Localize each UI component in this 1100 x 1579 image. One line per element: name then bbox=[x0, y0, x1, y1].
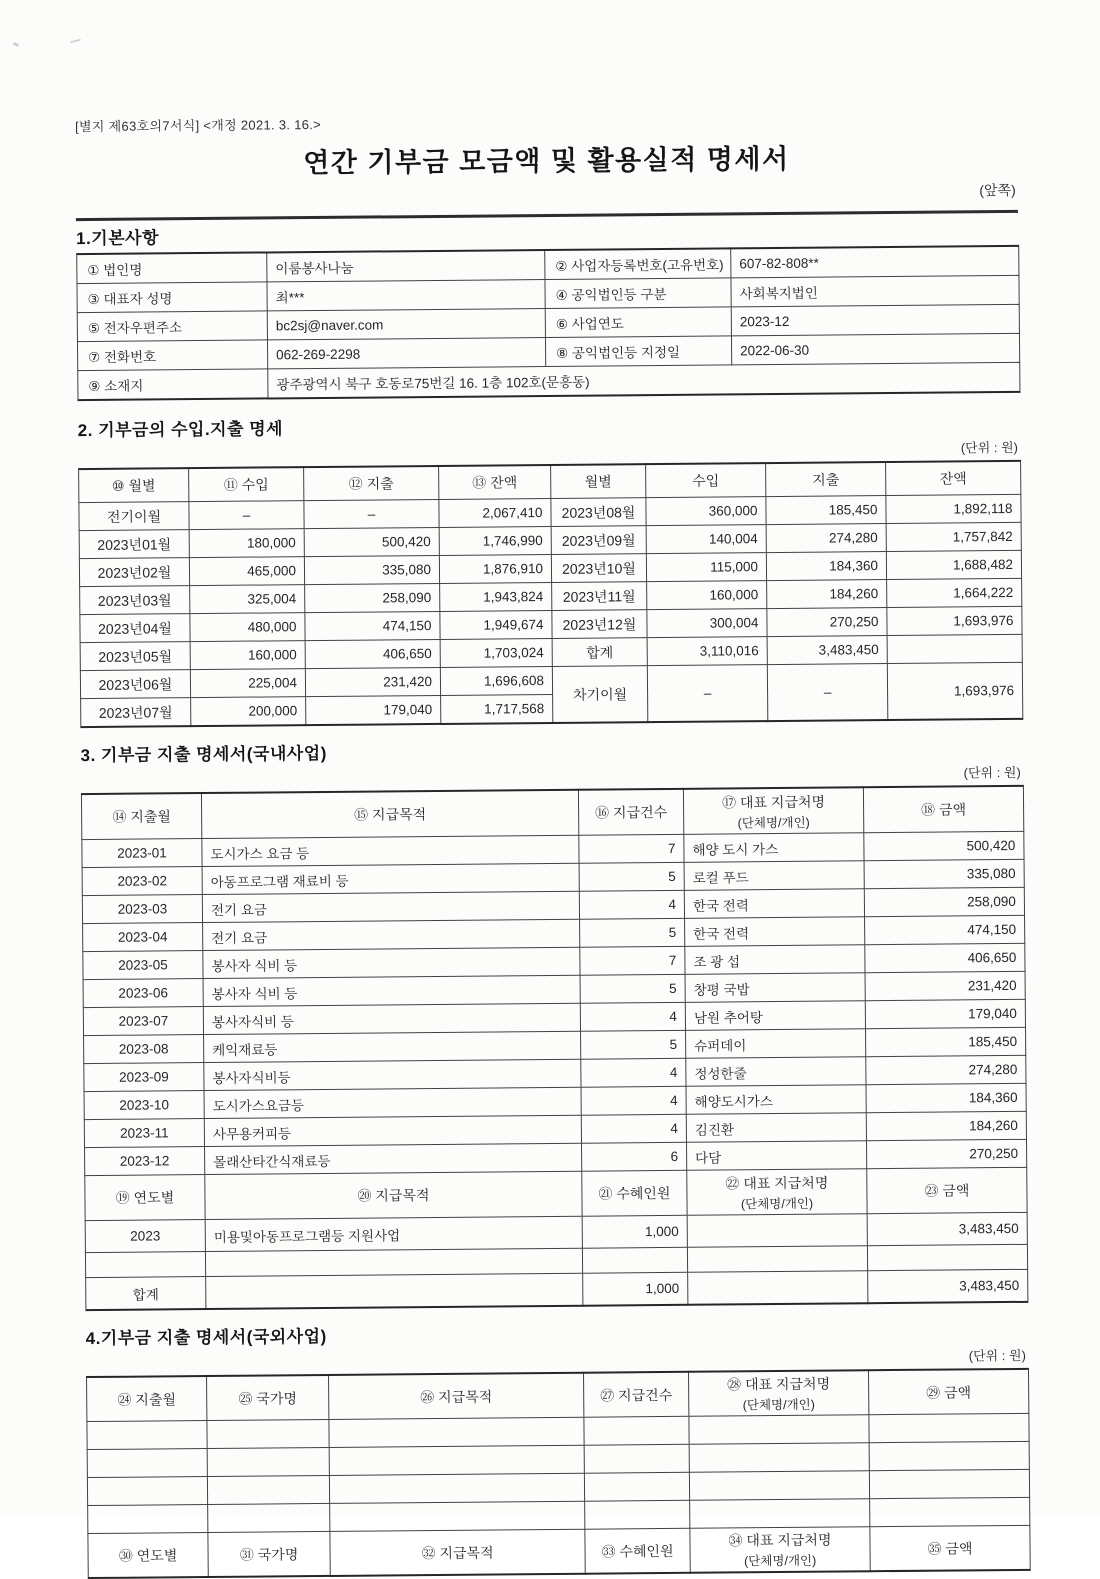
cell-month: 2023년03월 bbox=[80, 586, 190, 615]
cell-count: 4 bbox=[581, 1086, 686, 1115]
field-label: ⑥ 사업연도 bbox=[545, 307, 731, 338]
cell-expense: 179,040 bbox=[306, 695, 441, 725]
cell-balance: 1,949,674 bbox=[440, 610, 552, 639]
empty-cell bbox=[208, 1503, 330, 1532]
empty-cell bbox=[585, 1500, 690, 1529]
cell-purpose bbox=[205, 1248, 582, 1276]
cell-expense-month: 2023-05 bbox=[83, 951, 203, 980]
table-header-row bbox=[81, 786, 1023, 840]
cell-amount: 231,420 bbox=[865, 971, 1025, 1000]
col-header-purpose: ⑳ 지급목적 bbox=[205, 1171, 582, 1219]
cell-count: 4 bbox=[579, 890, 684, 919]
cell-amount: 474,150 bbox=[865, 915, 1025, 944]
empty-cell bbox=[584, 1472, 689, 1501]
empty-cell bbox=[207, 1475, 329, 1504]
cell-count: 5 bbox=[580, 918, 685, 947]
cell-beneficiaries bbox=[582, 1247, 687, 1273]
domestic-expense-table bbox=[81, 785, 1028, 1311]
cell-expense-month: 2023-02 bbox=[82, 867, 202, 896]
cell-month: 전기이월 bbox=[79, 502, 189, 531]
empty-cell bbox=[689, 1443, 869, 1473]
cell-carryover-label: 차기이월 bbox=[552, 666, 647, 723]
cell-balance: 1,757,842 bbox=[886, 522, 1021, 551]
cell-count: 5 bbox=[581, 1030, 686, 1059]
cell-amount: 258,090 bbox=[864, 887, 1024, 916]
cell-income: 180,000 bbox=[189, 529, 304, 558]
cell-expense: 231,420 bbox=[305, 667, 440, 696]
cell-expense: – bbox=[304, 499, 439, 528]
cell-expense-month: 2023-06 bbox=[83, 979, 203, 1008]
empty-cell bbox=[87, 1477, 207, 1506]
cell-purpose: 미용및아동프로그램등 지원사업 bbox=[205, 1216, 582, 1251]
col-header-purpose: ⑮ 지급목적 bbox=[201, 790, 578, 839]
empty-cell bbox=[869, 1469, 1029, 1498]
col-header-payee bbox=[690, 1527, 870, 1573]
col-header-payee bbox=[683, 787, 863, 834]
cell-amount: 274,280 bbox=[866, 1055, 1026, 1084]
cell-purpose: 아동프로그램 재료비 등 bbox=[202, 863, 579, 894]
cell-expense: 335,080 bbox=[304, 555, 439, 584]
cell-payee: 조 광 섭 bbox=[685, 945, 865, 975]
col-header-payee bbox=[687, 1169, 867, 1216]
cell-payee bbox=[688, 1271, 868, 1305]
field-value: 062-269-2298 bbox=[267, 338, 545, 369]
cell-expense: 274,280 bbox=[766, 524, 886, 553]
cell-payee: 김진환 bbox=[686, 1113, 866, 1143]
empty-cell bbox=[689, 1471, 869, 1501]
field-label: ④ 공익법인등 구분 bbox=[545, 278, 731, 309]
monthly-io-table bbox=[78, 460, 1023, 728]
col-header-payee-main: ㉘ 대표 지급처명 bbox=[727, 1375, 831, 1393]
cell-expense: 258,090 bbox=[305, 583, 440, 612]
field-value: 사회복지법인 bbox=[731, 275, 1019, 307]
cell-count: 6 bbox=[582, 1142, 687, 1171]
section-title-domestic-expense: 3. 기부금 지출 명세서(국내사업) bbox=[80, 743, 327, 766]
cell-balance: 1,746,990 bbox=[439, 526, 551, 555]
field-value: 2023-12 bbox=[731, 304, 1019, 336]
field-value: 2022-06-30 bbox=[731, 333, 1019, 365]
col-header-purpose: ㉜ 지급목적 bbox=[330, 1529, 585, 1576]
cell-purpose: 봉사자식비등 bbox=[204, 1059, 581, 1090]
cell-income: 140,004 bbox=[646, 525, 766, 554]
empty-cell bbox=[690, 1499, 870, 1529]
cell-total-income: 3,110,016 bbox=[647, 637, 767, 666]
cell-month: 2023년05월 bbox=[80, 642, 190, 671]
empty-cell bbox=[329, 1417, 584, 1447]
col-header-month: ⑩ 월별 bbox=[79, 468, 189, 502]
col-header-country: ㉛ 국가명 bbox=[208, 1531, 330, 1577]
cell-total-label: 합계 bbox=[552, 638, 647, 667]
cell-expense-month: 2023-01 bbox=[82, 839, 202, 868]
empty-cell bbox=[207, 1419, 329, 1448]
section-title-monthly-io: 2. 기부금의 수입.지출 명세 bbox=[77, 419, 284, 441]
cell-expense-month: 2023-04 bbox=[83, 923, 203, 952]
empty-cell bbox=[870, 1497, 1030, 1526]
col-header-payee-sub: (단체명/개인) bbox=[740, 1196, 814, 1211]
cell-expense-month: 2023-10 bbox=[84, 1091, 204, 1120]
cell-balance: 1,943,824 bbox=[440, 582, 552, 611]
cell-expense: 184,360 bbox=[766, 552, 886, 581]
cell-month: 2023년12월 bbox=[552, 610, 647, 639]
cell-amount: 270,250 bbox=[866, 1139, 1026, 1168]
field-value: 607-82-808** bbox=[731, 246, 1019, 278]
cell-payee: 다담 bbox=[686, 1141, 866, 1171]
field-label: ③ 대표자 성명 bbox=[77, 282, 267, 313]
col-header-count: ⑯ 지급건수 bbox=[578, 789, 683, 835]
field-value: bc2sj@naver.com bbox=[267, 309, 545, 340]
empty-cell bbox=[329, 1473, 584, 1503]
empty-cell bbox=[869, 1413, 1029, 1442]
cell-month: 2023년09월 bbox=[551, 526, 646, 555]
cell-balance: 1,703,024 bbox=[440, 638, 552, 667]
scan-artifact bbox=[70, 39, 81, 44]
cell-purpose: 케익재료등 bbox=[204, 1031, 581, 1062]
col-header-payee-main: ㉒ 대표 지급처명 bbox=[725, 1174, 829, 1191]
col-header-payee-main: ㉞ 대표 지급처명 bbox=[728, 1531, 832, 1549]
field-label: ① 법인명 bbox=[77, 252, 267, 283]
empty-cell bbox=[329, 1445, 584, 1475]
col-header-amount: ㉟ 금액 bbox=[870, 1525, 1030, 1571]
cell-count: 4 bbox=[581, 1114, 686, 1143]
table-row bbox=[86, 1269, 1028, 1310]
cell-beneficiaries: 1,000 bbox=[582, 1215, 687, 1248]
col-header-year: ㉚ 연도별 bbox=[88, 1533, 208, 1579]
empty-cell bbox=[87, 1449, 207, 1478]
document-content bbox=[75, 108, 1030, 1579]
field-label: ⑧ 공익법인등 지정일 bbox=[545, 336, 731, 367]
cell-total-amount: 3,483,450 bbox=[868, 1269, 1028, 1303]
col-header-payee-sub: (단체명/개인) bbox=[742, 1397, 815, 1413]
empty-cell bbox=[584, 1444, 689, 1473]
cell-purpose: 도시가스요금등 bbox=[204, 1087, 581, 1118]
empty-cell bbox=[584, 1416, 689, 1445]
cell-expense-month: 2023-07 bbox=[83, 1007, 203, 1036]
empty-cell bbox=[207, 1447, 329, 1476]
cell-expense: 184,260 bbox=[767, 580, 887, 609]
cell-expense: 406,650 bbox=[305, 639, 440, 668]
col-header-expense: 지출 bbox=[766, 462, 886, 497]
field-value: 최*** bbox=[267, 280, 545, 311]
cell-expense: 500,420 bbox=[304, 527, 439, 556]
unit-label: (단위 : 원) bbox=[963, 764, 1021, 781]
cell-amount: 3,483,450 bbox=[867, 1212, 1027, 1245]
cell-expense-month: 2023-11 bbox=[84, 1119, 204, 1148]
col-header-expense: ⑫ 지출 bbox=[304, 466, 439, 501]
col-header-year: ⑲ 연도별 bbox=[85, 1175, 205, 1221]
cell-amount: 500,420 bbox=[864, 831, 1024, 860]
empty-cell bbox=[87, 1421, 207, 1450]
cell-balance: 1,688,482 bbox=[886, 550, 1021, 579]
field-label: ⑤ 전자우편주소 bbox=[77, 311, 267, 342]
cell-count: 4 bbox=[580, 1002, 685, 1031]
col-header-month: 월별 bbox=[551, 464, 646, 498]
empty-cell bbox=[88, 1505, 208, 1534]
col-header-purpose: ㉖ 지급목적 bbox=[329, 1373, 584, 1420]
col-header-beneficiaries: ㉑ 수혜인원 bbox=[582, 1170, 687, 1216]
cell-payee bbox=[687, 1246, 867, 1273]
cell-amount bbox=[867, 1244, 1027, 1270]
cell-carryover-income: – bbox=[647, 665, 767, 723]
col-header-income: ⑪ 수입 bbox=[189, 467, 304, 502]
cell-month: 2023년01월 bbox=[79, 530, 189, 559]
col-header-expense-month: ㉔ 지출월 bbox=[87, 1376, 207, 1422]
cell-purpose: 봉사자 식비 등 bbox=[203, 975, 580, 1006]
cell-count: 5 bbox=[580, 974, 685, 1003]
cell-income: 115,000 bbox=[646, 553, 766, 582]
cell-total-balance bbox=[887, 634, 1022, 663]
empty-cell bbox=[869, 1441, 1029, 1470]
cell-amount: 184,360 bbox=[866, 1083, 1026, 1112]
basic-info-table bbox=[76, 245, 1020, 401]
unit-label: (단위 : 원) bbox=[960, 439, 1019, 456]
col-header-balance: ⑬ 잔액 bbox=[439, 465, 551, 499]
foreign-expense-table bbox=[86, 1368, 1031, 1579]
col-header-payee-sub: (단체명/개인) bbox=[737, 815, 810, 830]
cell-total-label: 합계 bbox=[86, 1277, 206, 1311]
cell-payee bbox=[687, 1214, 867, 1248]
cell-purpose: 도시가스 요금 등 bbox=[202, 835, 579, 866]
cell-expense-month: 2023-03 bbox=[82, 895, 202, 924]
field-value: 이룸봉사나눔 bbox=[267, 250, 545, 282]
cell-expense: 270,250 bbox=[767, 608, 887, 637]
cell-purpose: 전기 요금 bbox=[203, 919, 580, 950]
empty-cell bbox=[330, 1501, 585, 1531]
cell-expense-month: 2023-12 bbox=[85, 1147, 205, 1176]
section-title-foreign-expense: 4.기부금 지출 명세서(국외사업) bbox=[85, 1326, 327, 1349]
col-header-count: ㉗ 지급건수 bbox=[584, 1372, 689, 1417]
cell-expense: 474,150 bbox=[305, 611, 440, 640]
cell-balance: 1,717,568 bbox=[441, 694, 553, 723]
cell-income: 325,004 bbox=[190, 585, 305, 614]
cell-income: 200,000 bbox=[191, 697, 306, 727]
cell-purpose bbox=[206, 1273, 583, 1309]
cell-amount: 335,080 bbox=[864, 859, 1024, 888]
cell-purpose: 전기 요금 bbox=[202, 891, 579, 922]
col-header-balance: 잔액 bbox=[886, 461, 1021, 496]
cell-payee: 해양 도시 가스 bbox=[684, 833, 864, 863]
cell-payee: 로컬 푸드 bbox=[684, 861, 864, 891]
cell-payee: 창평 국밥 bbox=[685, 973, 865, 1003]
cell-payee: 슈퍼데이 bbox=[686, 1029, 866, 1059]
cell-year bbox=[85, 1252, 205, 1278]
cell-total-beneficiaries: 1,000 bbox=[583, 1272, 688, 1305]
cell-count: 5 bbox=[579, 862, 684, 891]
cell-count: 4 bbox=[581, 1058, 686, 1087]
cell-income: – bbox=[189, 501, 304, 530]
cell-income: 160,000 bbox=[647, 581, 767, 610]
cell-month: 2023년04월 bbox=[80, 614, 190, 643]
cell-expense: 185,450 bbox=[766, 496, 886, 525]
scan-artifact bbox=[13, 42, 20, 47]
document-title: 연간 기부금 모금액 및 활용실적 명세서 bbox=[303, 143, 790, 179]
col-header-amount: ㉓ 금액 bbox=[867, 1167, 1027, 1213]
cell-amount: 179,040 bbox=[865, 999, 1025, 1028]
cell-purpose: 봉사자 식비 등 bbox=[203, 947, 580, 978]
section-title-basic-info: 1.기본사항 bbox=[76, 228, 160, 249]
col-header-country: ㉕ 국가명 bbox=[207, 1375, 329, 1421]
cell-carryover-balance: 1,693,976 bbox=[887, 662, 1022, 720]
col-header-amount: ㉙ 금액 bbox=[868, 1369, 1028, 1415]
cell-payee: 남원 추어탕 bbox=[685, 1001, 865, 1031]
cell-month: 2023년10월 bbox=[551, 554, 646, 583]
cell-balance: 1,696,608 bbox=[440, 666, 552, 695]
cell-balance: 2,067,410 bbox=[439, 498, 551, 527]
cell-balance: 1,876,910 bbox=[439, 554, 551, 583]
field-label: ② 사업자등록번호(고유번호) bbox=[545, 248, 731, 279]
unit-label: (단위 : 원) bbox=[968, 1347, 1026, 1364]
cell-carryover-expense: – bbox=[767, 664, 887, 722]
col-header-amount: ⑱ 금액 bbox=[863, 786, 1023, 833]
cell-income: 160,000 bbox=[190, 641, 305, 670]
cell-expense-month: 2023-08 bbox=[84, 1035, 204, 1064]
field-label: ⑨ 소재지 bbox=[78, 369, 268, 400]
cell-income: 360,000 bbox=[646, 497, 766, 526]
form-reference: [별지 제63호의7서식] <개정 2021. 3. 16.> bbox=[75, 116, 322, 135]
cell-total-expense: 3,483,450 bbox=[767, 636, 887, 665]
cell-count: 7 bbox=[579, 834, 684, 863]
cell-purpose: 몰래산타간식재료등 bbox=[205, 1143, 582, 1174]
field-label: ⑦ 전화번호 bbox=[77, 340, 267, 371]
cell-amount: 406,650 bbox=[865, 943, 1025, 972]
cell-amount: 185,450 bbox=[866, 1027, 1026, 1056]
cell-balance: 1,693,976 bbox=[887, 606, 1022, 635]
col-header-income: 수입 bbox=[646, 463, 766, 498]
cell-payee: 한국 전력 bbox=[684, 889, 864, 919]
cell-month: 2023년07월 bbox=[81, 698, 191, 727]
cell-balance: 1,892,118 bbox=[886, 494, 1021, 523]
cell-month: 2023년02월 bbox=[79, 558, 189, 587]
col-header-payee bbox=[688, 1370, 868, 1416]
col-header-payee-sub: (단체명/개인) bbox=[744, 1553, 817, 1569]
field-value: 광주광역시 북구 호동로75번길 16. 1층 102호(문흥동) bbox=[268, 362, 1020, 398]
empty-cell bbox=[689, 1415, 869, 1445]
cell-income: 225,004 bbox=[190, 669, 305, 698]
cell-payee: 정성한줄 bbox=[686, 1057, 866, 1087]
col-header-payee-main: ⑰ 대표 지급처명 bbox=[721, 793, 826, 810]
cell-count: 7 bbox=[580, 946, 685, 975]
front-side-label: (앞쪽) bbox=[979, 181, 1016, 199]
table-header-row bbox=[88, 1525, 1030, 1578]
col-header-beneficiaries: ㉝ 수혜인원 bbox=[585, 1528, 690, 1573]
cell-income: 480,000 bbox=[190, 613, 305, 642]
col-header-expense-month: ⑭ 지출월 bbox=[81, 793, 201, 840]
cell-amount: 184,260 bbox=[866, 1111, 1026, 1140]
cell-month: 2023년11월 bbox=[552, 582, 647, 611]
cell-expense-month: 2023-09 bbox=[84, 1063, 204, 1092]
cell-purpose: 사무용커피등 bbox=[204, 1115, 581, 1146]
cell-payee: 한국 전력 bbox=[685, 917, 865, 947]
cell-month: 2023년06월 bbox=[80, 670, 190, 699]
cell-purpose: 봉사자식비 등 bbox=[203, 1003, 580, 1034]
cell-income: 300,004 bbox=[647, 609, 767, 638]
cell-month: 2023년08월 bbox=[551, 498, 646, 527]
cell-payee: 해양도시가스 bbox=[686, 1085, 866, 1115]
cell-balance: 1,664,222 bbox=[887, 578, 1022, 607]
cell-year: 2023 bbox=[85, 1220, 205, 1253]
cell-income: 465,000 bbox=[189, 557, 304, 586]
